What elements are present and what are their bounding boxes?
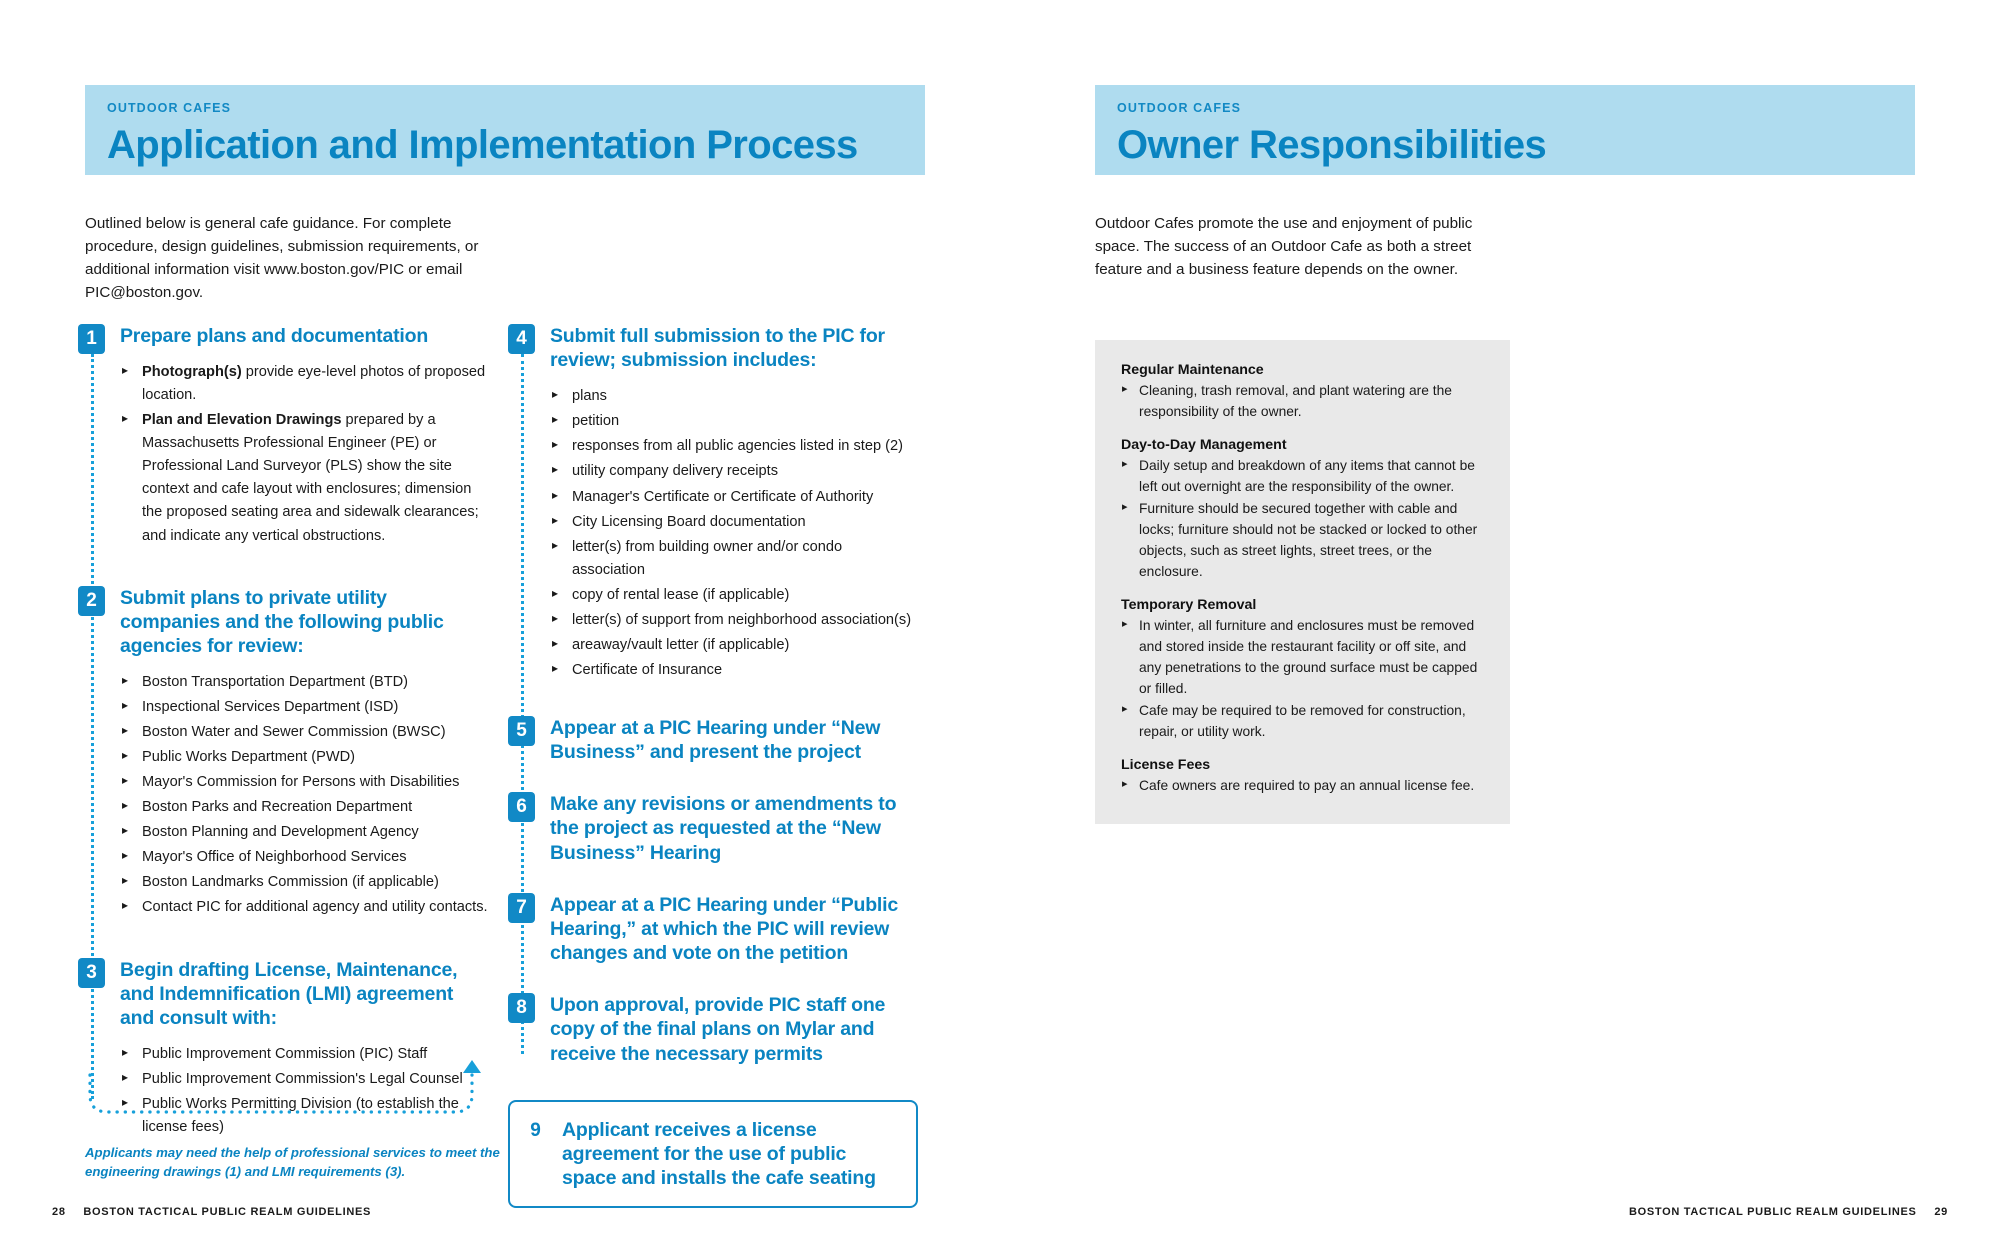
- step-2: [78, 584, 488, 920]
- step-9: [508, 1100, 918, 1209]
- step-4: [508, 322, 918, 682]
- step-3-title: Begin drafting License, Maintenance, and Indemnification (LMI) agreement and consult with:: [120, 958, 458, 1029]
- step-7-number: 7: [508, 893, 535, 923]
- bullet: ▸ Photograph(s) provide eye-level photos of proposed location.: [120, 361, 488, 407]
- intro-paragraph-right: Outdoor Cafes promote the use and enjoyment of public space. The success of an Outdoor Cafe as both a street feature and a business feature depends on the owner.: [1095, 215, 1473, 279]
- footnote-left: Applicants may need the help of professional services to meet the engineering drawings (1) and LMI requirements (3).: [85, 1145, 500, 1180]
- step-3-number: 3: [78, 958, 105, 988]
- step-8-title: Upon approval, provide PIC staff one copy of the final plans on Mylar and receive the necessary permits: [550, 994, 886, 1065]
- bullet: ▸ plans: [550, 385, 918, 408]
- bullet: ▸ petition: [550, 410, 918, 433]
- steps-column-a: [78, 322, 488, 1141]
- responsibility-heading: Regular Maintenance: [1121, 362, 1264, 378]
- step-7-title: Appear at a PIC Hearing under “Public Hearing,” at which the PIC will review changes and vote on the petition: [550, 893, 899, 965]
- bullet: ▸ Public Works Department (PWD): [120, 746, 488, 769]
- bullet: ▸ letter(s) of support from neighborhood association(s): [550, 609, 918, 632]
- responsibility-heading: Temporary Removal: [1121, 596, 1257, 613]
- page-right: [1000, 0, 2000, 1250]
- step-4-title: Submit full submission to the PIC for review; submission includes:: [550, 325, 885, 372]
- bullet: ▸ responses from all public agencies listed in step (2): [550, 435, 918, 458]
- step-9-number: 9: [530, 1119, 541, 1141]
- step-4-bullets: [550, 385, 918, 682]
- bullet: ▸ utility company delivery receipts: [550, 460, 918, 483]
- responsibility-item: ▸ In winter, all furniture and enclosures must be removed and stored inside the restaurant facility or off site, and any penetrations to the ground surface must be capped or filled.: [1121, 616, 1484, 700]
- responsibility-item: ▸ Furniture should be secured together with cable and locks; furniture should not be stacked or locked to other objects, such as street lights, street trees, or the enclosure.: [1121, 499, 1484, 583]
- step-6-number: 6: [508, 792, 535, 822]
- bullet: ▸ Mayor's Office of Neighborhood Services: [120, 846, 488, 869]
- step-1-title: Prepare plans and documentation: [120, 325, 429, 347]
- page-number-left: 28: [52, 1206, 66, 1218]
- responsibility-item: ▸ Cafe owners are required to pay an annual license fee.: [1121, 776, 1484, 797]
- eyebrow-right: OUTDOOR CAFES: [1117, 101, 1242, 115]
- step-2-bullets: [120, 671, 488, 919]
- step-3-bullets: [120, 1043, 488, 1139]
- step-2-number: 2: [78, 586, 105, 616]
- step-6: [508, 790, 918, 865]
- bullet: ▸ Mayor's Commission for Persons with Disabilities: [120, 771, 488, 794]
- bullet: ▸ areaway/vault letter (if applicable): [550, 634, 918, 657]
- step-1-bullets: [120, 361, 488, 547]
- bullet: ▸ City Licensing Board documentation: [550, 511, 918, 534]
- bullet: ▸ Public Improvement Commission's Legal Counsel: [120, 1068, 488, 1091]
- bullet: ▸ copy of rental lease (if applicable): [550, 584, 918, 607]
- bullet: ▸ Boston Parks and Recreation Department: [120, 796, 488, 819]
- bullet: ▸ Boston Planning and Development Agency: [120, 821, 488, 844]
- bullet: ▸ Certificate of Insurance: [550, 659, 918, 682]
- step-5-title: Appear at a PIC Hearing under “New Business” and present the project: [550, 716, 881, 764]
- page-title-left: Application and Implementation Process: [107, 123, 858, 167]
- page-header-band-right: [1095, 85, 1915, 175]
- step-5: [508, 714, 918, 764]
- owner-responsibilities-box: [1095, 340, 1510, 824]
- step-3: [78, 956, 488, 1140]
- step-8-number: 8: [508, 993, 535, 1023]
- step-9-title: Applicant receives a license agreement for the use of public space and installs the cafe seating: [562, 1118, 876, 1190]
- bullet: ▸ Plan and Elevation Drawings prepared by a Massachusetts Professional Engineer (PE) or Professional Land Surveyor (PLS) show the site context and cafe layout with enclosures; dimension the proposed seating area and sidewalk clearances; and indicate any vertical obstructions.: [120, 409, 488, 547]
- step-5-number: 5: [508, 716, 535, 746]
- bullet: ▸ Manager's Certificate or Certificate of Authority: [550, 486, 918, 509]
- bullet: ▸ Boston Water and Sewer Commission (BWSC): [120, 721, 488, 744]
- footer-text-left: BOSTON TACTICAL PUBLIC REALM GUIDELINES: [83, 1206, 372, 1218]
- step-6-title: Make any revisions or amendments to the project as requested at the “New Business” Hearing: [550, 793, 897, 864]
- footer-left: [52, 1206, 371, 1218]
- responsibility-item: ▸ Cleaning, trash removal, and plant watering are the responsibility of the owner.: [1121, 381, 1484, 423]
- step-2-title: Submit plans to private utility companies and the following public agencies for review:: [120, 586, 444, 657]
- page-header-band-left: [85, 85, 925, 175]
- bullet: ▸ Boston Transportation Department (BTD): [120, 671, 488, 694]
- step-7: [508, 891, 918, 966]
- step-1-number: 1: [78, 324, 105, 354]
- bullet: ▸ Public Works Permitting Division (to establish the license fees): [120, 1093, 488, 1139]
- step-8: [508, 991, 918, 1066]
- bullet: ▸ Inspectional Services Department (ISD): [120, 696, 488, 719]
- responsibility-item: ▸ Daily setup and breakdown of any items that cannot be left out overnight are the responsibility of the owner.: [1121, 456, 1484, 498]
- step-1: [78, 322, 488, 548]
- intro-paragraph-left: Outlined below is general cafe guidance. For complete procedure, design guidelines, submission requirements, or additional information visit www.boston.gov/PIC or email PIC@boston.gov.: [85, 215, 479, 302]
- responsibility-heading: Day-to-Day Management: [1121, 436, 1287, 453]
- page-number-right: 29: [1934, 1206, 1948, 1218]
- footer-text-right: BOSTON TACTICAL PUBLIC REALM GUIDELINES: [1628, 1206, 1917, 1218]
- page-title-right: Owner Responsibilities: [1117, 123, 1547, 167]
- bullet: ▸ letter(s) from building owner and/or condo association: [550, 536, 918, 582]
- responsibility-item: ▸ Cafe may be required to be removed for construction, repair, or utility work.: [1121, 701, 1484, 743]
- steps-column-b: [508, 322, 918, 1208]
- bullet: ▸ Public Improvement Commission (PIC) Staff: [120, 1043, 488, 1066]
- bullet: ▸ Contact PIC for additional agency and utility contacts.: [120, 896, 488, 919]
- eyebrow-left: OUTDOOR CAFES: [107, 101, 232, 115]
- step-4-number: 4: [508, 324, 535, 354]
- responsibility-heading: License Fees: [1121, 756, 1211, 773]
- footer-right: [1629, 1206, 1948, 1218]
- bullet: ▸ Boston Landmarks Commission (if applicable): [120, 871, 488, 894]
